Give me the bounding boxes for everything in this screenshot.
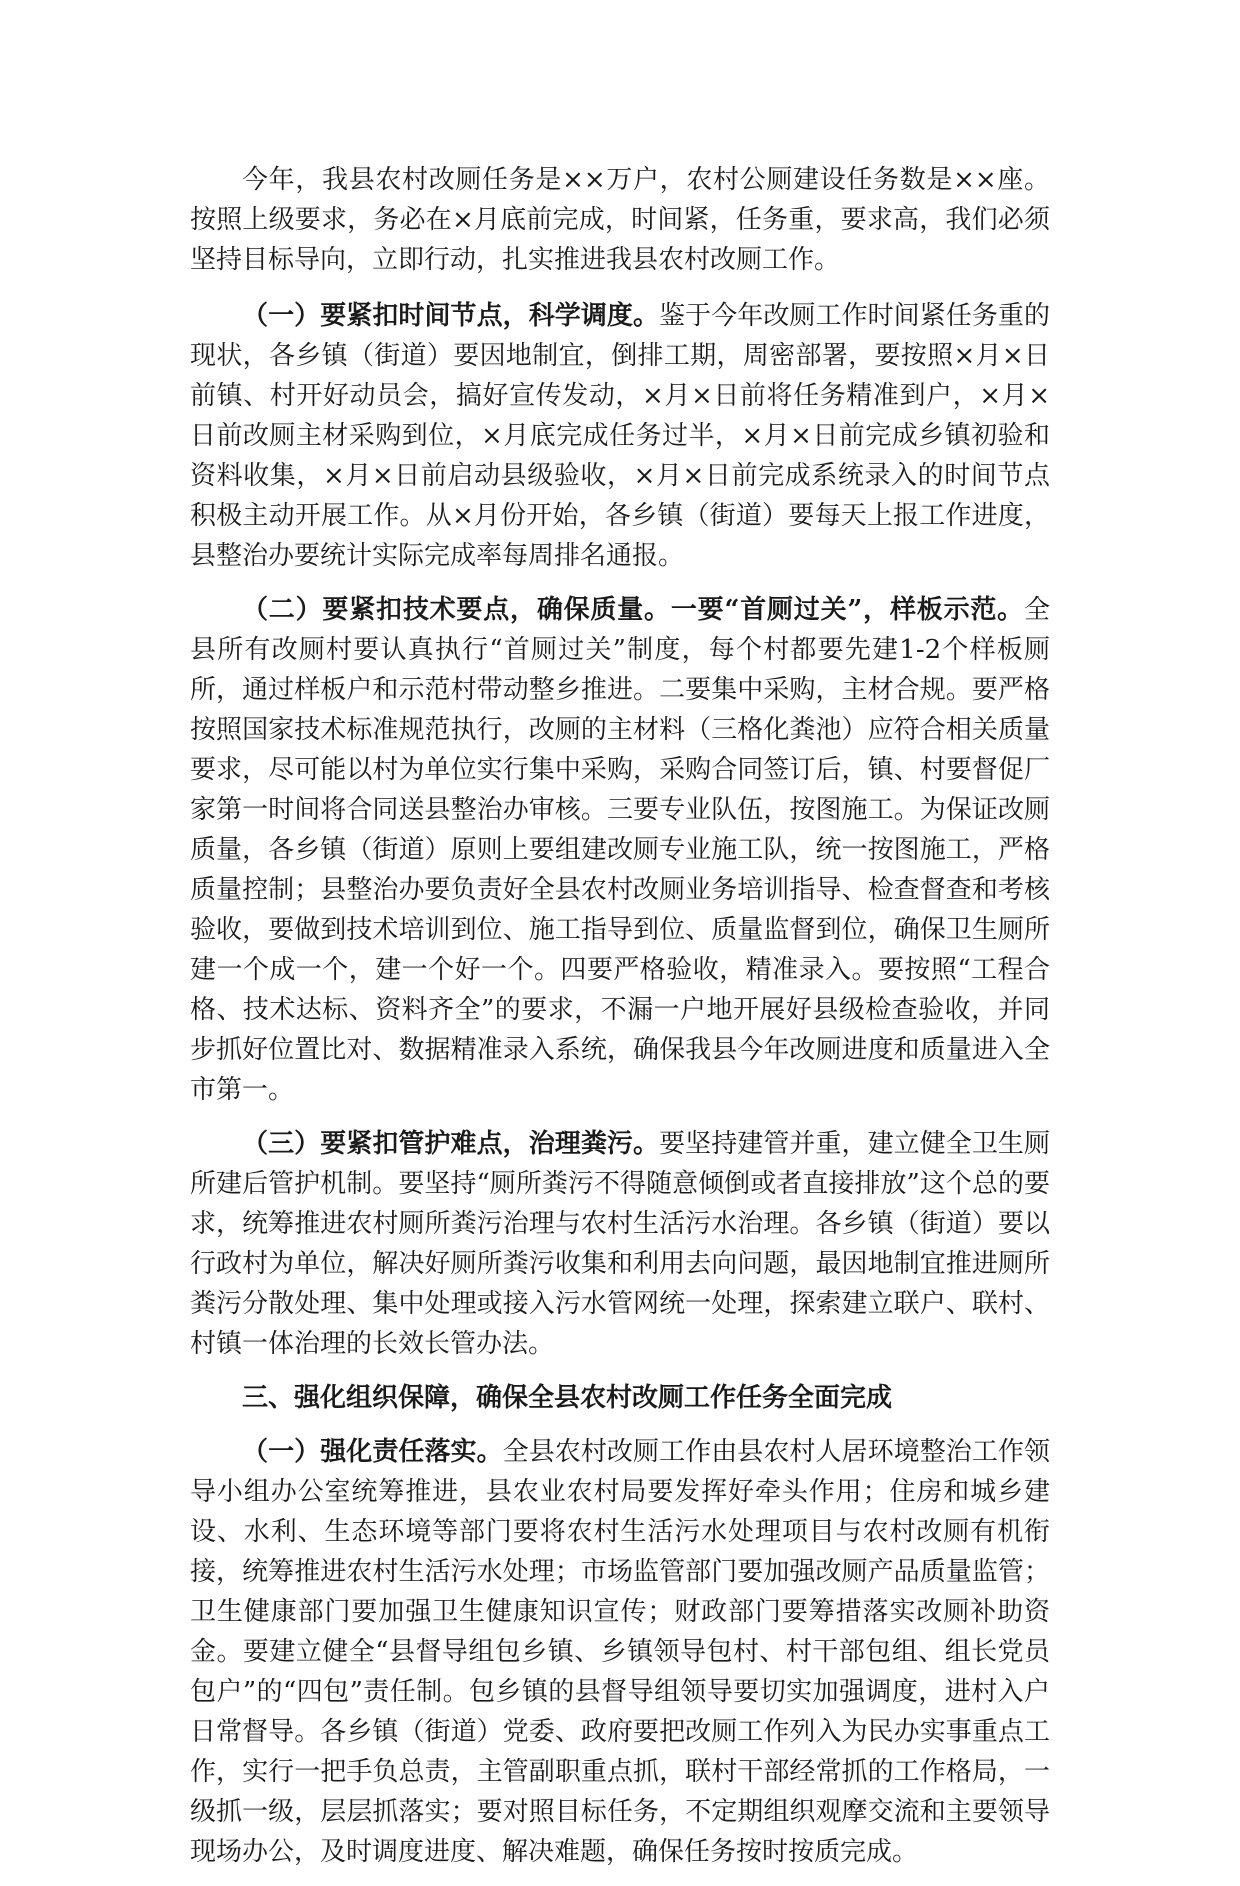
- paragraph-body: 要坚持建管并重，建立健全卫生厕所建后管护机制。要坚持“厕所粪污不得随意倾倒或者直接排放”这个总的要求，统筹推进农村厕所粪污治理与农村生活污水治理。各乡镇（街道）要以行政村为单位，解决好厕所粪污收集和利用去向问题，最因地制宜推进厕所粪污分散处理、集中处理或接入污水管网统一处理，探索建立联户、联村、村镇一体治理的长效长管办法。: [190, 1129, 1050, 1359]
- document-page: [190, 160, 1050, 1886]
- paragraph-responsibility: [190, 1432, 1050, 1872]
- paragraph-body: 全县所有改厕村要认真执行“首厕过关”制度，每个村都要先建1-2个样板厕所，通过样板户和示范村带动整乡推进。二要集中采购，主材合规。要严格按照国家技术标准规范执行，改厕的主材料（三格化粪池）应符合相关质量要求，尽可能以村为单位实行集中采购，采购合同签订后，镇、村要督促厂家第一时间将合同送县整治办审核。三要专业队伍，按图施工。为保证改厕质量，各乡镇（街道）原则上要组建改厕专业施工队，统一按图施工，严格质量控制；县整治办要负责好全县农村改厕业务培训指导、检查督查和考核验收，要做到技术培训到位、施工指导到位、质量监督到位，确保卫生厕所建一个成一个，建一个好一个。四要严格验收，精准录入。要按照“工程合格、技术达标、资料齐全”的要求，不漏一户地开展好县级检查验收，并同步抓好位置比对、数据精准录入系统，确保我县今年改厕进度和质量进入全市第一。: [190, 595, 1050, 1105]
- paragraph-lead: （一）要紧扣时间节点，科学调度。: [242, 301, 660, 331]
- paragraph-maintenance: [190, 1124, 1050, 1364]
- paragraph-lead: （一）强化责任落实。: [242, 1437, 503, 1467]
- paragraph-body: 全县农村改厕工作由县农村人居环境整治工作领导小组办公室统筹推进，县农业农村局要发挥好牵头作用；住房和城乡建设、水利、生态环境等部门要将农村生活污水处理项目与农村改厕有机衔接，统筹推进农村生活污水处理；市场监管部门要加强改厕产品质量监管；卫生健康部门要加强卫生健康知识宣传；财政部门要筹措落实改厕补助资金。要建立健全“县督导组包乡镇、乡镇领导包村、村干部包组、组长党员包户”的“四包”责任制。包乡镇的县督导组领导要切实加强调度，进村入户日常督导。各乡镇（街道）党委、政府要把改厕工作列入为民办实事重点工作，实行一把手负总责，主管副职重点抓，联村干部经常抓的工作格局，一级抓一级，层层抓落实；要对照目标任务，不定期组织观摩交流和主要领导现场办公，及时调度进度、解决难题，确保任务按时按质完成。: [190, 1437, 1050, 1867]
- paragraph-lead: （二）要紧扣技术要点，确保质量。一要“首厕过关”，样板示范。: [242, 595, 1024, 625]
- paragraph-lead: （三）要紧扣管护难点，治理粪污。: [242, 1129, 660, 1159]
- section-heading: 三、强化组织保障，确保全县农村改厕工作任务全面完成: [242, 1383, 893, 1413]
- paragraph-time-nodes: [190, 296, 1050, 576]
- intro-paragraph: 今年，我县农村改厕任务是××万户，农村公厕建设任务数是××座。按照上级要求，务必在×月底前完成，时间紧，任务重，要求高，我们必须坚持目标导向，立即行动，扎实推进我县农村改厕工作。: [190, 165, 1050, 275]
- paragraph-technical-points: [190, 590, 1050, 1110]
- paragraph-body: 鉴于今年改厕工作时间紧任务重的现状，各乡镇（街道）要因地制宜，倒排工期，周密部署，要按照×月×日前镇、村开好动员会，搞好宣传发动，×月×日前将任务精准到户，×月×日前改厕主材采购到位，×月底完成任务过半，×月×日前完成乡镇初验和资料收集，×月×日前启动县级验收，×月×日前完成系统录入的时间节点积极主动开展工作。从×月份开始，各乡镇（街道）要每天上报工作进度，县整治办要统计实际完成率每周排名通报。: [190, 301, 1050, 571]
